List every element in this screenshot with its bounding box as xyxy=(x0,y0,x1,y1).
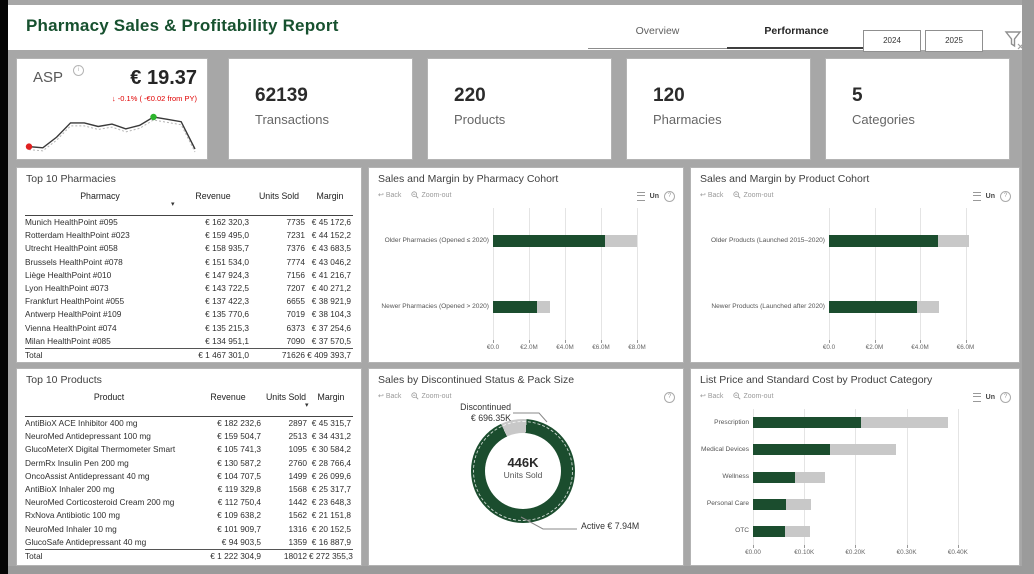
table-row[interactable] xyxy=(25,483,353,496)
bar-segment-sales[interactable] xyxy=(493,301,537,313)
gridline xyxy=(907,409,908,545)
total-cell: € 1 467 301,0 xyxy=(198,349,249,360)
right-edge-strip xyxy=(1022,0,1034,574)
axis-tick xyxy=(875,340,876,343)
axis-tick xyxy=(829,340,830,343)
cell-value: 7735 xyxy=(286,217,305,227)
cell-value: 1499 xyxy=(288,470,307,481)
cell-value: € 20 152,5 xyxy=(311,523,351,534)
left-edge-strip xyxy=(0,0,8,574)
cell-value: € 112 750,4 xyxy=(217,497,261,508)
cell-value: € 105 741,3 xyxy=(217,444,261,455)
header-bar xyxy=(8,5,1022,50)
axis-tick xyxy=(804,545,805,548)
cell-value: 6373 xyxy=(286,322,305,333)
kpi-label: Transactions xyxy=(255,112,329,127)
category-label: Personal Care xyxy=(706,500,749,508)
bar-segment-standard-cost[interactable] xyxy=(786,499,811,510)
axis-tick xyxy=(958,545,959,548)
cell-name: DermRx Insulin Pen 200 mg xyxy=(25,457,129,468)
panel-product-cohort xyxy=(690,167,1020,363)
table-total-row xyxy=(25,549,353,563)
bar-segment-list-price[interactable] xyxy=(753,417,861,428)
down-arrow-icon: ↓ xyxy=(111,94,116,103)
table-row[interactable] xyxy=(25,282,353,295)
cell-name: Rotterdam HealthPoint #023 xyxy=(25,230,130,241)
panel-title: Top 10 Products xyxy=(26,374,102,386)
cell-value: 7090 xyxy=(286,335,305,346)
cell-value: 1442 xyxy=(288,497,307,508)
cell-value: 1568 xyxy=(288,483,307,494)
axis-tick xyxy=(855,545,856,548)
category-label: Newer Products (Launched after 2020) xyxy=(711,303,825,310)
panel-category-pricing xyxy=(690,368,1020,566)
cell-value: 1359 xyxy=(288,536,307,547)
table-row[interactable] xyxy=(25,242,353,255)
bar-segment-sales[interactable] xyxy=(493,235,605,247)
cell-name: Utrecht HealthPoint #058 xyxy=(25,243,118,254)
back-button[interactable]: ↩ Back xyxy=(700,191,724,199)
cell-value: € 16 887,9 xyxy=(311,536,351,547)
column-header-units-sold[interactable]: Units Sold xyxy=(258,191,300,201)
cell-name: NeuroMed Corticosteroid Cream 200 mg xyxy=(25,497,175,508)
table-row[interactable] xyxy=(25,496,353,509)
panel-discontinued-donut xyxy=(368,368,684,566)
back-button[interactable]: ↩ Back xyxy=(700,392,724,400)
gridline xyxy=(601,208,602,340)
menu-label[interactable]: Un xyxy=(985,193,995,200)
cell-value: € 44 152,2 xyxy=(311,230,351,241)
cell-value: € 162 320,3 xyxy=(205,217,249,227)
cell-name: AntiBioX Inhaler 200 mg xyxy=(25,483,115,494)
asp-label: ASP xyxy=(33,69,64,86)
help-icon[interactable]: ? xyxy=(664,191,675,202)
category-pricing-chart xyxy=(691,369,1019,565)
panel-title: Sales by Discontinued Status & Pack Size xyxy=(378,374,575,386)
kpi-value: 220 xyxy=(454,85,486,106)
products-table xyxy=(25,389,353,563)
cell-name: AntiBioX ACE Inhibitor 400 mg xyxy=(25,418,138,428)
gridline xyxy=(493,208,494,340)
help-icon[interactable]: ? xyxy=(1000,191,1011,202)
cell-value: € 38 921,9 xyxy=(311,296,351,307)
table-row[interactable] xyxy=(25,295,353,308)
axis-tick xyxy=(601,340,602,343)
axis-tick-label: €4.0M xyxy=(911,344,929,351)
table-row[interactable] xyxy=(25,269,353,282)
cell-name: Milan HealthPoint #085 xyxy=(25,335,111,346)
kpi-card-row xyxy=(228,58,1010,160)
cell-value: € 159 504,7 xyxy=(217,431,261,442)
table-header-row xyxy=(25,389,353,417)
column-header-revenue[interactable]: Revenue ▾ xyxy=(171,191,231,208)
bottom-edge-strip xyxy=(8,566,1022,574)
cell-value: 1316 xyxy=(288,523,307,534)
gridline xyxy=(920,208,921,340)
table-row[interactable] xyxy=(25,417,353,430)
back-icon: ↩ xyxy=(378,393,384,400)
cell-value: € 21 151,8 xyxy=(311,510,351,521)
panel-top10-pharmacies xyxy=(16,167,362,363)
kpi-card-pharmacies[interactable] xyxy=(626,58,811,160)
axis-tick xyxy=(920,340,921,343)
table-row[interactable] xyxy=(25,523,353,536)
table-total-row xyxy=(25,348,353,362)
axis-tick-label: €6.0M xyxy=(592,344,610,351)
kpi-card-transactions[interactable] xyxy=(228,58,413,160)
cell-value: € 34 431,2 xyxy=(311,431,351,442)
table-row[interactable] xyxy=(25,335,353,348)
cell-value: € 38 104,3 xyxy=(311,309,351,320)
asp-sparkline-chart xyxy=(23,107,201,155)
axis-tick xyxy=(907,545,908,548)
table-row[interactable] xyxy=(25,322,353,335)
back-button[interactable]: ↩ Back xyxy=(378,191,402,199)
category-label: OTC xyxy=(735,527,749,535)
column-header-pharmacy[interactable]: Pharmacy xyxy=(80,191,120,201)
gridline xyxy=(875,208,876,340)
cell-value: 7207 xyxy=(286,282,305,293)
panel-pharmacy-cohort xyxy=(368,167,684,363)
cell-name: Frankfurt HealthPoint #055 xyxy=(25,296,125,307)
start-marker-dot xyxy=(26,143,32,149)
callout-leader-lines xyxy=(369,369,685,567)
kpi-card-asp xyxy=(16,58,208,160)
tab-performance[interactable]: Performance xyxy=(764,25,829,37)
pharmacy-cohort-chart xyxy=(369,168,683,362)
back-icon: ↩ xyxy=(700,192,706,199)
page-title: Pharmacy Sales & Profitability Report xyxy=(26,16,339,35)
table-row[interactable] xyxy=(25,470,353,483)
kpi-label: Pharmacies xyxy=(653,112,722,127)
cell-name: GlucoMeterX Digital Thermometer Smart xyxy=(25,444,176,455)
back-icon: ↩ xyxy=(378,192,384,199)
cell-value: € 130 587,2 xyxy=(217,457,261,468)
axis-tick-label: €0.00 xyxy=(745,549,761,556)
cell-name: GlucoSafe Antidepressant 40 mg xyxy=(25,536,147,547)
total-cell: Total xyxy=(25,550,43,561)
axis-tick xyxy=(529,340,530,343)
cell-value: 2760 xyxy=(288,457,307,468)
cell-name: Antwerp HealthPoint #109 xyxy=(25,309,122,320)
bar-segment-list-price[interactable] xyxy=(753,472,795,483)
bar-segment-margin[interactable] xyxy=(537,301,550,313)
menu-label[interactable]: Un xyxy=(985,394,995,401)
gridline xyxy=(637,208,638,340)
zoom-out-button[interactable]: Zoom-out xyxy=(411,392,451,400)
asp-change: ↓ -0.1% ( -€0.02 from PY) xyxy=(111,94,197,103)
zoom-out-button[interactable]: Zoom-out xyxy=(733,191,773,199)
sort-desc-icon: ▾ xyxy=(305,402,309,409)
total-cell: € 409 393,7 xyxy=(307,349,351,360)
gridline xyxy=(958,409,959,545)
cell-value: € 158 935,7 xyxy=(205,243,249,254)
discontinued-callout: Discontinued € 696.35K xyxy=(460,402,511,423)
bar-segment-margin[interactable] xyxy=(938,235,969,247)
cell-value: 6655 xyxy=(286,296,305,307)
panel-top10-products xyxy=(16,368,362,566)
cell-value: € 182 232,6 xyxy=(217,418,261,428)
cell-value: € 94 903,5 xyxy=(221,536,261,547)
cell-name: Vienna HealthPoint #074 xyxy=(25,322,117,333)
category-label: Newer Pharmacies (Opened > 2020) xyxy=(381,303,489,310)
cell-name: RxNova Antibiotic 100 mg xyxy=(25,510,121,521)
cell-value: € 101 909,7 xyxy=(217,523,261,534)
kpi-label: Categories xyxy=(852,112,915,127)
info-icon[interactable]: i xyxy=(73,65,84,76)
cell-name: NeuroMed Inhaler 10 mg xyxy=(25,523,117,534)
panel-title: Sales and Margin by Pharmacy Cohort xyxy=(378,173,559,185)
tab-active-underline xyxy=(727,47,866,49)
column-header-product[interactable]: Product xyxy=(93,392,125,402)
cell-value: € 43 683,5 xyxy=(311,243,351,254)
bar-segment-margin[interactable] xyxy=(605,235,637,247)
bar-segment-list-price[interactable] xyxy=(753,499,786,510)
table-row[interactable] xyxy=(25,216,353,229)
cell-value: € 40 271,2 xyxy=(311,282,351,293)
category-label: Wellness xyxy=(722,473,749,480)
axis-tick-label: €8.0M xyxy=(628,344,646,351)
cell-value: € 25 317,7 xyxy=(311,483,351,494)
bar-segment-sales[interactable] xyxy=(829,301,917,313)
bar-segment-margin[interactable] xyxy=(917,301,940,313)
category-label: Older Products (Launched 2015–2020) xyxy=(710,237,825,244)
menu-label[interactable]: Un xyxy=(649,193,659,200)
cell-value: € 104 707,5 xyxy=(217,470,261,481)
table-row[interactable] xyxy=(25,457,353,470)
total-cell: 71626 xyxy=(281,349,305,360)
cell-name: OncoAssist Antidepressant 40 mg xyxy=(25,470,150,481)
cell-value: € 135 215,3 xyxy=(205,322,249,333)
total-cell: Total xyxy=(25,349,43,360)
category-label: Medical Devices xyxy=(700,445,749,453)
total-cell: € 1 222 304,9 xyxy=(210,550,261,561)
table-row[interactable] xyxy=(25,443,353,456)
bar-segment-sales[interactable] xyxy=(829,235,938,247)
axis-tick-label: €0.30K xyxy=(896,549,917,556)
donut-center-label: 446K Units Sold xyxy=(503,455,543,480)
kpi-label: Products xyxy=(454,112,506,127)
sort-desc-icon: ▾ xyxy=(171,201,175,208)
cell-value: € 109 638,2 xyxy=(217,510,261,521)
cell-value: € 137 422,3 xyxy=(205,296,249,307)
cell-value: € 159 495,0 xyxy=(205,230,249,241)
cell-value: € 28 766,4 xyxy=(311,457,351,468)
column-header-margin[interactable]: Margin ▾ xyxy=(305,392,345,409)
clear-filter-icon[interactable] xyxy=(1003,30,1027,52)
cell-value: € 119 329,8 xyxy=(217,483,261,494)
axis-tick-label: €0.10K xyxy=(794,549,815,556)
cell-name: Munich HealthPoint #095 xyxy=(25,217,118,227)
cell-value: 7156 xyxy=(286,269,305,280)
bar-segment-standard-cost[interactable] xyxy=(795,472,825,483)
panel-title: Sales and Margin by Product Cohort xyxy=(700,173,870,185)
bar-segment-list-price[interactable] xyxy=(753,444,830,455)
cell-value: € 151 534,0 xyxy=(205,256,249,267)
tab-overview[interactable]: Overview xyxy=(635,25,680,37)
kpi-card-categories[interactable] xyxy=(825,58,1010,160)
asp-trend-line xyxy=(29,117,195,149)
gridline xyxy=(565,208,566,340)
cell-value: 2897 xyxy=(288,418,307,428)
column-header-revenue[interactable]: Revenue xyxy=(210,392,246,402)
back-icon: ↩ xyxy=(700,393,706,400)
cell-name: Liège HealthPoint #010 xyxy=(25,269,112,280)
bar-segment-standard-cost[interactable] xyxy=(861,417,948,428)
cell-value: 2513 xyxy=(288,431,307,442)
kpi-value: 62139 xyxy=(255,85,308,106)
cell-value: 1562 xyxy=(288,510,307,521)
panel-title: List Price and Standard Cost by Product Category xyxy=(700,374,933,386)
cell-name: Lyon HealthPoint #073 xyxy=(25,282,109,293)
total-cell: 18012 xyxy=(283,550,307,561)
bar-segment-standard-cost[interactable] xyxy=(830,444,897,455)
kpi-value: 5 xyxy=(852,85,863,106)
axis-tick xyxy=(966,340,967,343)
total-cell: € 272 355,3 xyxy=(309,550,353,561)
column-header-margin[interactable]: Margin xyxy=(316,191,344,201)
panel-title: Top 10 Pharmacies xyxy=(26,173,116,185)
category-label: Prescription xyxy=(714,418,749,426)
back-button[interactable]: ↩ Back xyxy=(378,392,402,400)
cell-value: € 30 584,2 xyxy=(311,444,351,455)
category-label: Older Pharmacies (Opened ≤ 2020) xyxy=(384,237,489,244)
zoom-out-button[interactable]: Zoom-out xyxy=(733,392,773,400)
cell-value: € 143 722,5 xyxy=(205,282,249,293)
table-header-row xyxy=(25,188,353,216)
cell-value: € 41 216,7 xyxy=(311,269,351,280)
zoom-out-button[interactable]: Zoom-out xyxy=(411,191,451,199)
kpi-value: 120 xyxy=(653,85,685,106)
axis-tick-label: €0.40K xyxy=(947,549,968,556)
help-icon[interactable]: ? xyxy=(1000,392,1011,403)
axis-tick xyxy=(493,340,494,343)
table-row[interactable] xyxy=(25,256,353,269)
cell-value: € 45 315,7 xyxy=(311,418,351,428)
cell-name: NeuroMed Antidepressant 100 mg xyxy=(25,431,151,442)
cell-value: 7376 xyxy=(286,243,305,254)
gridline xyxy=(829,208,830,340)
active-callout: Active € 7.94M xyxy=(581,521,640,531)
cell-value: € 26 099,6 xyxy=(311,470,351,481)
gridline xyxy=(855,409,856,545)
cell-value: € 45 172,6 xyxy=(311,217,351,227)
year-button-2024[interactable]: 2024 xyxy=(863,30,921,52)
product-cohort-chart xyxy=(691,168,1019,362)
axis-tick xyxy=(565,340,566,343)
table-row[interactable] xyxy=(25,536,353,549)
gridline xyxy=(966,208,967,340)
axis-tick xyxy=(753,545,754,548)
cell-value: € 43 046,2 xyxy=(311,256,351,267)
axis-tick-label: €4.0M xyxy=(556,344,574,351)
gridline xyxy=(529,208,530,340)
axis-tick-label: €2.0M xyxy=(520,344,538,351)
cell-value: € 135 770,6 xyxy=(205,309,249,320)
cell-value: 7019 xyxy=(286,309,305,320)
axis-tick-label: €2.0M xyxy=(865,344,884,351)
pharmacies-table xyxy=(25,188,353,362)
axis-tick xyxy=(637,340,638,343)
table-row[interactable] xyxy=(25,229,353,242)
cell-value: 7231 xyxy=(286,230,305,241)
asp-value: € 19.37 xyxy=(130,67,197,89)
table-row[interactable] xyxy=(25,308,353,321)
table-row[interactable] xyxy=(25,430,353,443)
page-tabs xyxy=(588,23,866,49)
cell-value: 1095 xyxy=(288,444,307,455)
axis-tick-label: €0.20K xyxy=(845,549,866,556)
kpi-card-products[interactable] xyxy=(427,58,612,160)
year-button-2025[interactable]: 2025 xyxy=(925,30,983,52)
cell-value: € 37 254,6 xyxy=(311,322,351,333)
bar-segment-standard-cost[interactable] xyxy=(785,526,811,537)
table-row[interactable] xyxy=(25,509,353,522)
cell-value: € 147 924,3 xyxy=(205,269,249,280)
axis-tick-label: €0.0 xyxy=(486,344,500,351)
cell-value: € 134 951,1 xyxy=(205,335,249,346)
cell-value: € 37 570,5 xyxy=(311,335,351,346)
cell-name: Brussels HealthPoint #078 xyxy=(25,256,123,267)
cell-value: 7774 xyxy=(286,256,305,267)
axis-tick-label: €6.0M xyxy=(956,344,975,351)
axis-tick-label: €0.0 xyxy=(822,344,836,351)
column-header-units-sold[interactable]: Units Sold xyxy=(265,392,307,402)
bar-segment-list-price[interactable] xyxy=(753,526,785,537)
peak-marker-dot xyxy=(150,114,156,120)
help-icon[interactable]: ? xyxy=(664,392,675,403)
cell-value: € 23 648,3 xyxy=(311,497,351,508)
